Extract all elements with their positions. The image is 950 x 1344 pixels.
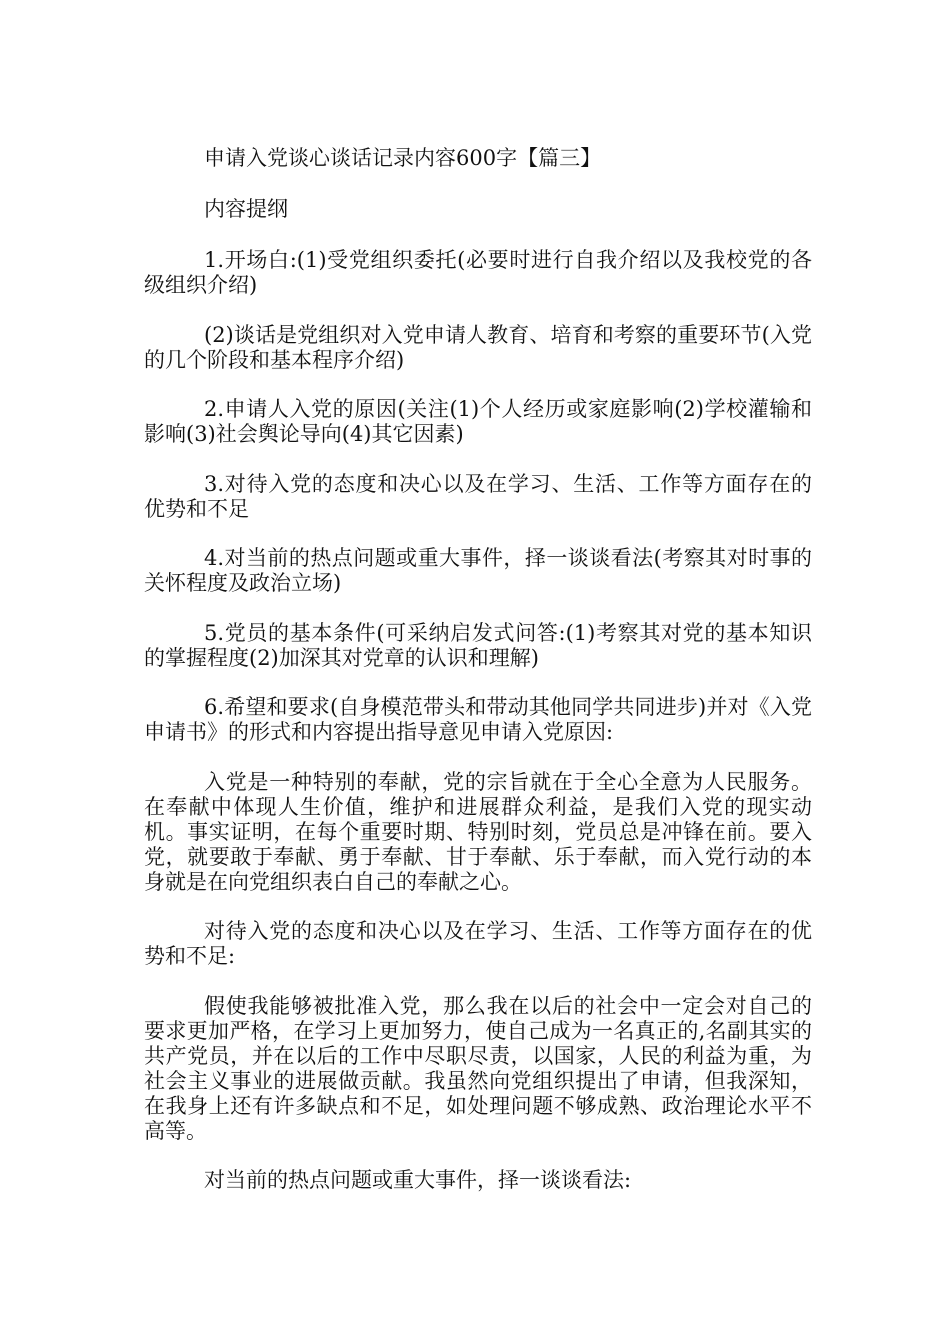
- paragraph: 4.对当前的热点问题或重大事件，择一谈谈看法(考察其对时事的关怀程度及政治立场): [144, 546, 812, 595]
- paragraph: 假使我能够被批准入党，那么我在以后的社会中一定会对自己的要求更加严格，在学习上更加努力，使自己成为一名真正的,名副其实的共产党员，并在以后的工作中尽职尽责，以国家，人民的利益为重，为社会主义事业的进展做贡献。我虽然向党组织提出了申请，但我深知，在我身上还有许多缺点和不足，如处理问题不够成熟、政治理论水平不高等。: [144, 993, 812, 1143]
- paragraph: 对待入党的态度和决心以及在学习、生活、工作等方面存在的优势和不足:: [144, 919, 812, 968]
- paragraph: (2)谈话是党组织对入党申请人教育、培育和考察的重要环节(入党的几个阶段和基本程序介绍): [144, 322, 812, 372]
- paragraph: 1.开场白:(1)受党组织委托(必要时进行自我介绍以及我校党的各级组织介绍): [144, 248, 812, 297]
- outline-heading: 内容提纲: [204, 197, 288, 221]
- paragraph: 2.申请人入党的原因(关注(1)个人经历或家庭影响(2)学校灌输和影响(3)社会舆论导向(4)其它因素): [144, 397, 812, 446]
- paragraph: 对当前的热点问题或重大事件，择一谈谈看法:: [204, 1168, 632, 1192]
- document-body: [144, 146, 812, 1218]
- paragraph: 5.党员的基本条件(可采纳启发式问答:(1)考察其对党的基本知识的掌握程度(2)加深其对党章的认识和理解): [144, 620, 812, 670]
- paragraph: 入党是一种特别的奉献，党的宗旨就在于全心全意为人民服务。在奉献中体现人生价值，维护和进展群众利益，是我们入党的现实动机。事实证明，在每个重要时期、特别时刻，党员总是冲锋在前。要入党，就要敢于奉献、勇于奉献、甘于奉献、乐于奉献，而入党行动的本身就是在向党组织表白自己的奉献之心。: [144, 769, 812, 894]
- paragraph: 6.希望和要求(自身模范带头和带动其他同学共同进步)并对《入党申请书》的形式和内容提出指导意见申请入党原因:: [144, 695, 812, 744]
- document-title: 申请入党谈心谈话记录内容600字【篇三】: [204, 146, 602, 170]
- paragraph: 3.对待入党的态度和决心以及在学习、生活、工作等方面存在的优势和不足: [144, 471, 812, 521]
